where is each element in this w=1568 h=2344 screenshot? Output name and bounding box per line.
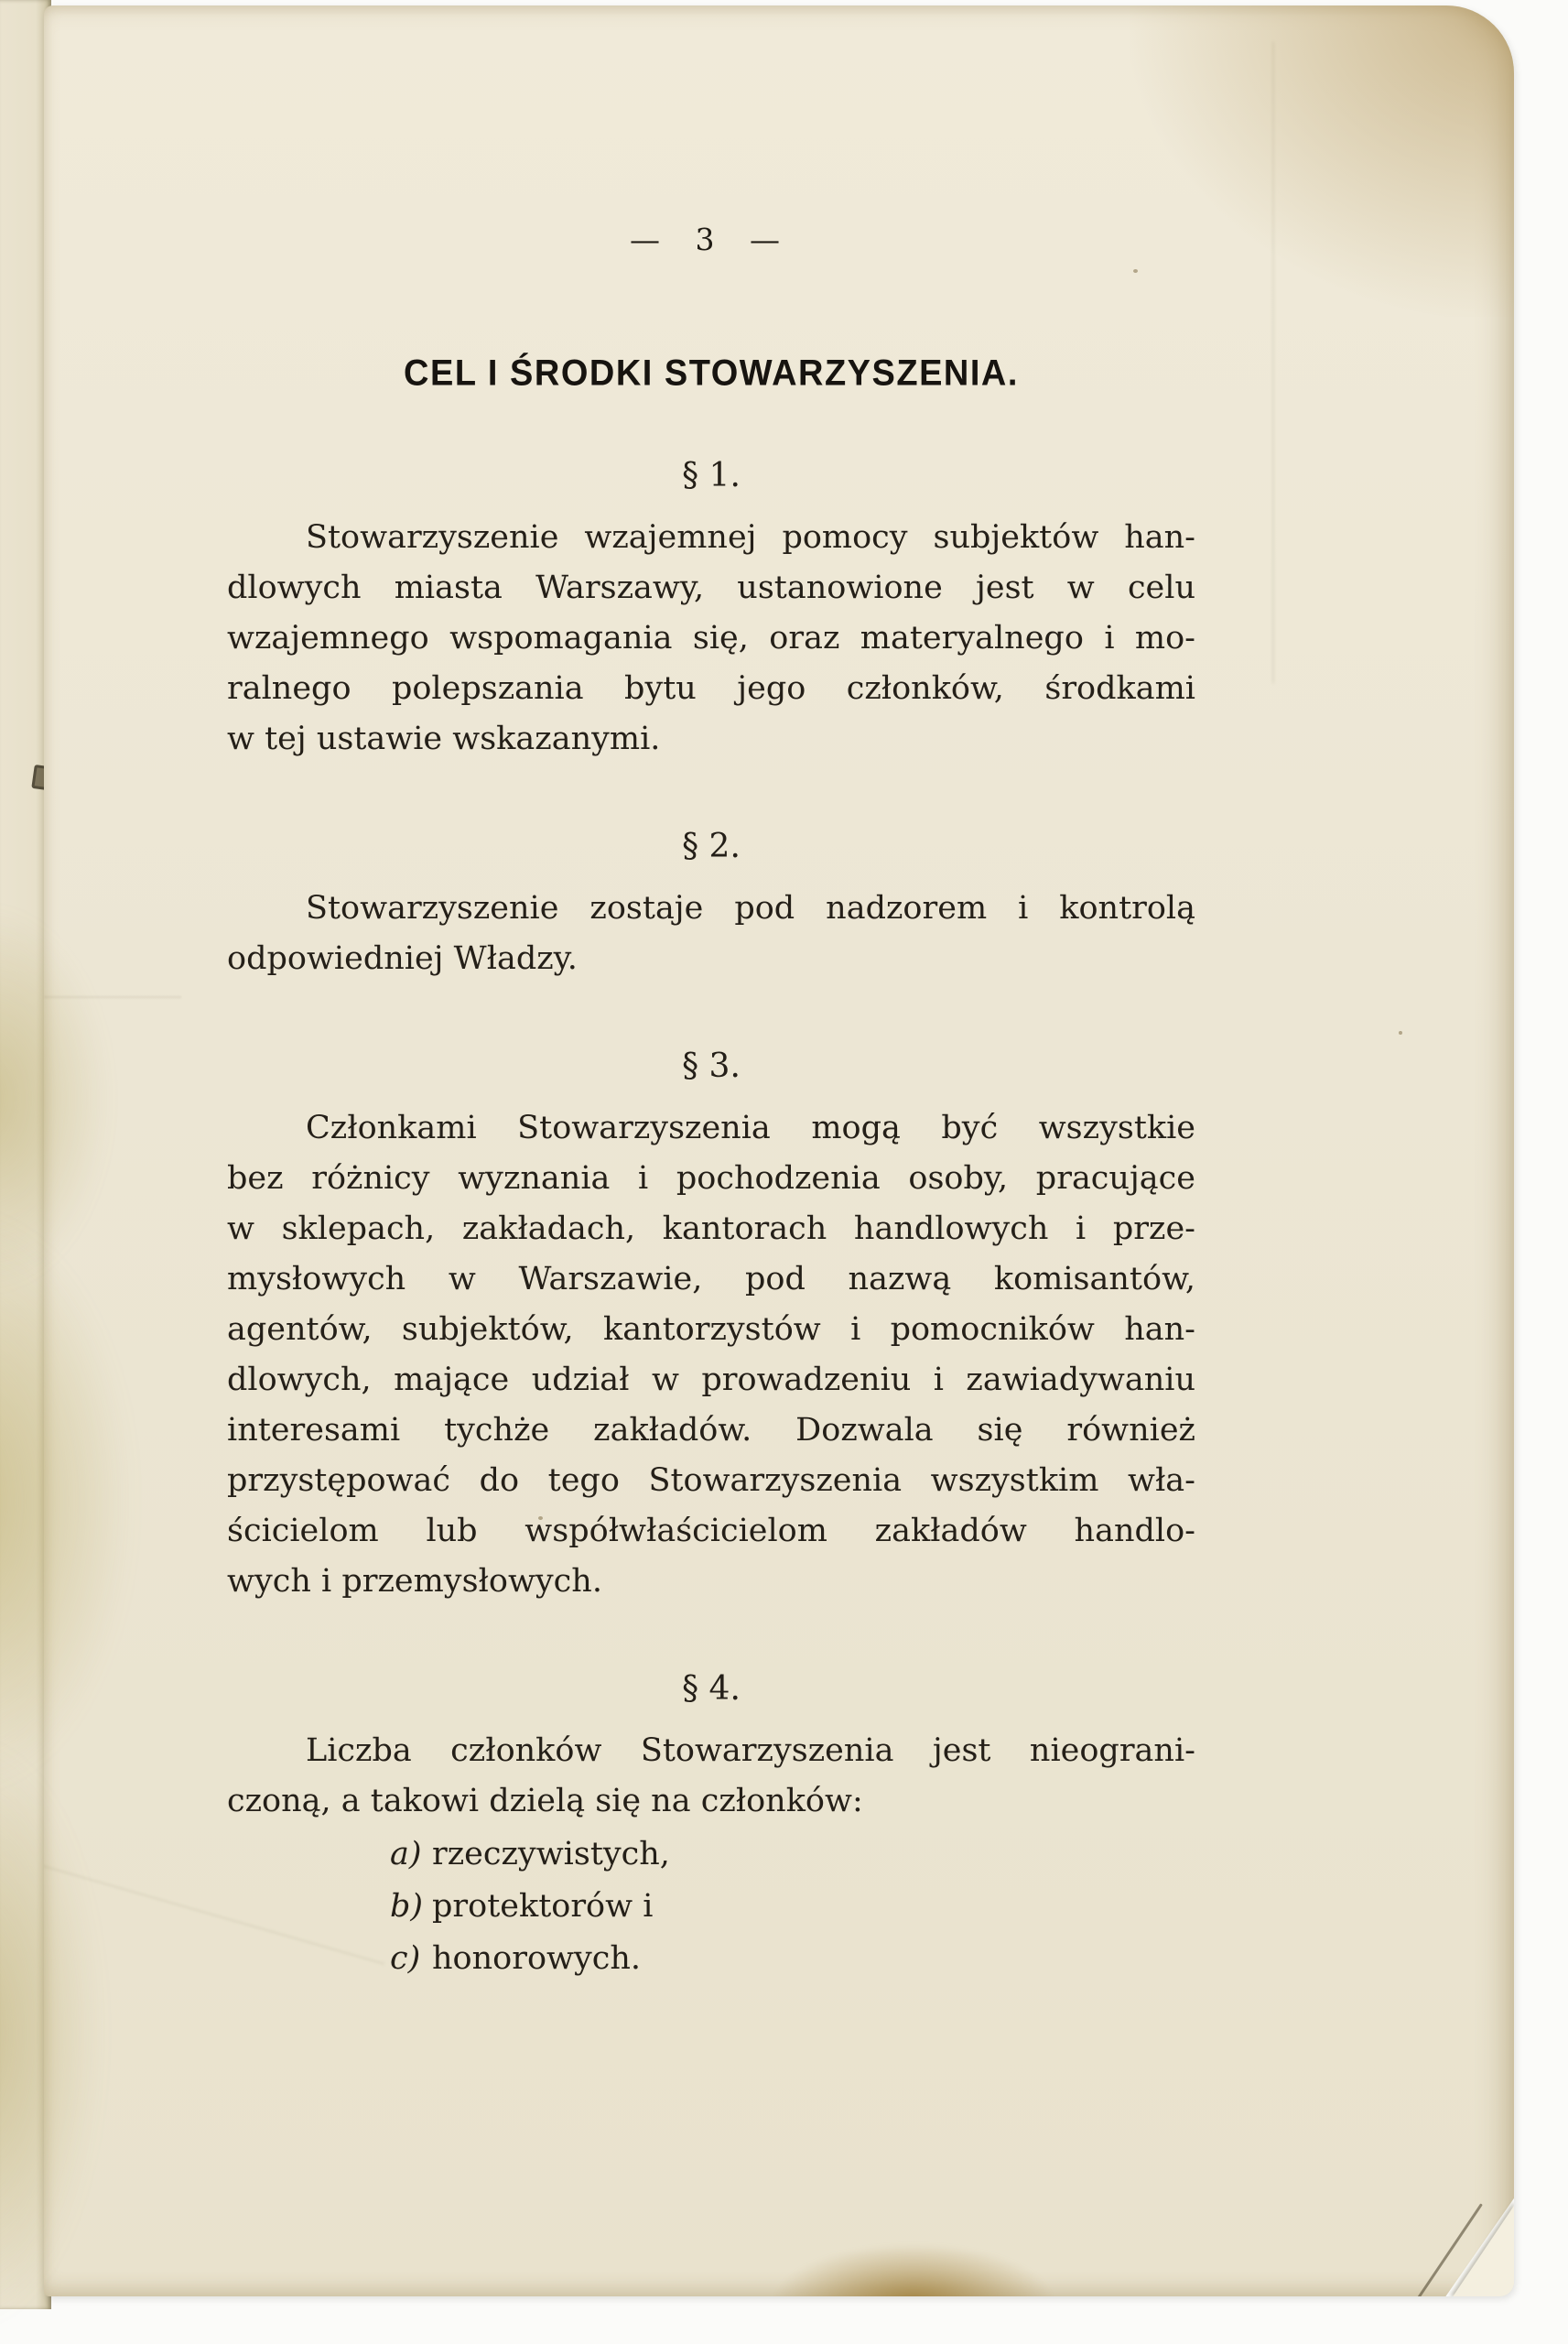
section-2: [227, 823, 1195, 984]
paragraph-line: w tej ustawie wskazanymi.: [227, 721, 661, 757]
list-item: [390, 1933, 1195, 1985]
paragraph-line: w sklepach, zakładach, kantorach handlowych i prze-: [227, 1210, 1195, 1247]
paragraph-line: dlowych miasta Warszawy, ustanowione jest w celu: [227, 570, 1195, 606]
list-item-label: b): [390, 1888, 424, 1925]
page-title: CEL I ŚRODKI STOWARZYSZENIA.: [404, 353, 1019, 394]
section-4: [227, 1666, 1195, 1985]
page-content: [227, 209, 1195, 1985]
list-item-text: honorowych.: [432, 1940, 642, 1977]
paragraph-line: dlowych, mające udział w prowadzeniu i zawiadywaniu: [227, 1362, 1195, 1398]
paragraph-line: odpowiedniej Władzy.: [227, 940, 578, 977]
document-page: [44, 5, 1514, 2296]
page-number: — 3 —: [630, 222, 793, 257]
paper-crease: [44, 996, 181, 998]
list-item-label: c): [390, 1940, 421, 1977]
paragraph-line: mysłowych w Warszawie, pod nazwą komisantów,: [227, 1261, 1195, 1297]
list-item: [390, 1829, 1195, 1881]
list-item: [390, 1881, 1195, 1933]
paragraph-line: Stowarzyszenie wzajemnej pomocy subjektów han-: [306, 519, 1195, 556]
paragraph-line: Liczba członków Stowarzyszenia jest nieograni-: [306, 1732, 1195, 1769]
paragraph-line: przystępować do tego Stowarzyszenia wszystkim wła-: [227, 1462, 1195, 1499]
bottom-edge-stain: [776, 2245, 1051, 2296]
folded-corner: [1452, 2203, 1514, 2296]
list-item-label: a): [390, 1836, 422, 1872]
list-item-text: protektorów i: [432, 1888, 654, 1925]
section-marker: § 3.: [682, 1047, 741, 1085]
section-1: [227, 452, 1195, 765]
section-marker: § 4.: [682, 1670, 741, 1708]
paragraph-line: agentów, subjektów, kantorzystów i pomocników han-: [227, 1311, 1195, 1348]
section-marker: § 1.: [682, 457, 741, 494]
paragraph-line: Członkami Stowarzyszenia mogą być wszystkie: [306, 1110, 1195, 1146]
section-3: [227, 1043, 1195, 1607]
paragraph-line: wzajemnego wspomagania się, oraz materyalnego i mo-: [227, 620, 1195, 657]
section-marker: § 2.: [682, 828, 741, 865]
paragraph-line: interesami tychże zakładów. Dozwala się również: [227, 1412, 1195, 1449]
member-type-list: [390, 1829, 1195, 1985]
paper-crease: [1272, 42, 1274, 683]
paragraph-line: wych i przemysłowych.: [227, 1563, 602, 1600]
paragraph-line: ralnego polepszania bytu jego członków, środkami: [227, 670, 1195, 707]
list-item-text: rzeczywistych,: [432, 1836, 670, 1872]
paragraph-line: ścicielom lub współwłaścicielom zakładów handlo-: [227, 1513, 1195, 1549]
paragraph-line: czoną, a takowi dzielą się na członków:: [227, 1783, 863, 1819]
paragraph-line: bez różnicy wyznania i pochodzenia osoby, pracujące: [227, 1160, 1195, 1197]
dust-speck: [1399, 1031, 1402, 1035]
paragraph-line: Stowarzyszenie zostaje pod nadzorem i kontrolą: [306, 890, 1195, 927]
